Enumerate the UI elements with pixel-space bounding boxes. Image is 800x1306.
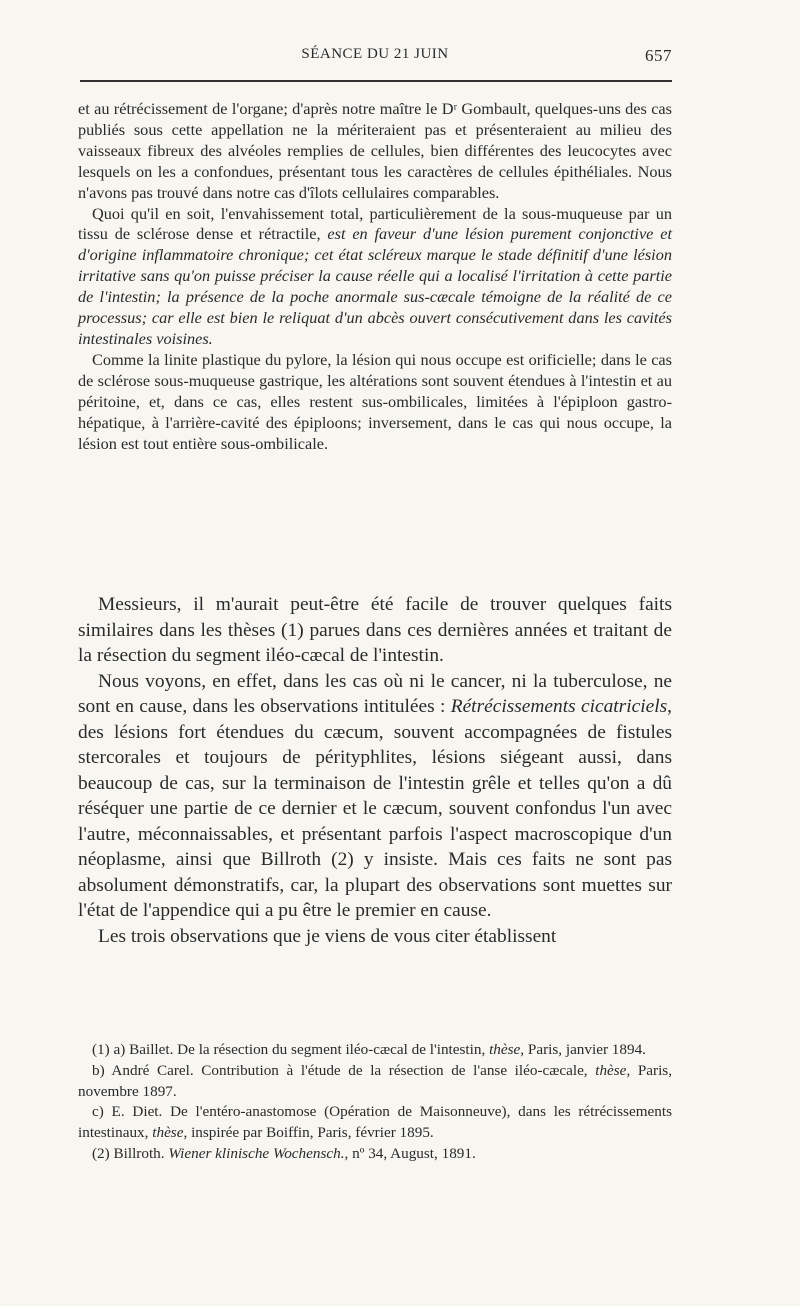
footnote-text: c) E. Diet. De l'entéro-anastomose (Opération de Maisonneuve), dans les rétrécissements intestinaux, xyxy=(78,1103,672,1142)
footnote-italic: thèse xyxy=(489,1041,521,1058)
header-rule xyxy=(80,80,672,82)
footnote-text: (1) a) Baillet. De la résection du segment iléo-cæcal de l'intestin, xyxy=(92,1041,490,1058)
paragraph xyxy=(78,204,672,350)
footnote xyxy=(78,1144,672,1165)
paragraph: Messieurs, il m'aurait peut-être été facile de trouver quelques faits similaires dans les thèses (1) parues dans ces dernières années et traitant de la résection du segment iléo-cæcal de l'intestin. xyxy=(78,594,672,666)
footnote-text: , Paris, novembre 1897. xyxy=(78,1061,673,1100)
paragraph-text: , des lésions fort étendues du cæcum, souvent accompagnées de fistules stercorales et toujours de pérityphlites, lésions siégeant aussi, dans beaucoup de cas, sur la terminaison de l'intestin grêle et telles qu'on a dû réséquer une partie de ce dernier et le cæcum, souvent confondus l'un avec l'autre, méconnaissables, et présentant parfois l'aspect macroscopique d'un néoplasme, ainsi que Billroth (2) y insiste. Mais ces faits ne sont pas absolument démonstratifs, car, la plupart des observations sont muettes sur l'état de l'appendice qui a pu être le premier en cause. xyxy=(78,696,672,921)
paragraph-text: Nous voyons, en effet, dans les cas où ni le cancer, ni la tuberculose, ne sont en cause, dans les observations intitulées : xyxy=(78,670,672,717)
footnote-text: , inspirée par Boiffin, Paris, février 1895. xyxy=(183,1124,434,1142)
paragraph-italic-text: est en faveur d'une lésion purement conjonctive et d'origine inflammatoire chronique; cet état scléreux marque le stade définitif d'une lésion irritative sans qu'on puisse préciser la cause réelle qui a localisé l'irritation à cette partie de l'intestin; la présence de la poche anormale sus-cæcale témoigne de la réalité de ce processus; car elle est bien le reliquat d'un abcès ouvert consécutivement dans les cavités intestinales voisines. xyxy=(78,224,672,348)
paragraph: Les trois observations que je viens de vous citer établissent xyxy=(98,925,557,947)
footnote-italic: thèse xyxy=(595,1061,627,1079)
footnote-italic: Wiener klinische Wochensch. xyxy=(168,1144,345,1162)
footnote-text: , nº 34, August, 1891. xyxy=(344,1144,476,1162)
footnote xyxy=(78,1061,672,1103)
footnotes xyxy=(78,1040,672,1165)
footnote-text: b) André Carel. Contribution à l'étude de la résection de l'anse iléo-cæcale, xyxy=(92,1061,596,1079)
running-title: SÉANCE DU 21 JUIN xyxy=(301,46,449,62)
footnote xyxy=(78,1102,672,1144)
paragraph-text: Quoi qu'il en soit, l'envahissement total, particulièrement de la sous-muqueuse par un tissu de sclérose dense et rétractile, xyxy=(78,203,672,244)
main-text-section xyxy=(78,592,672,949)
running-header xyxy=(78,46,672,66)
footnote-italic: thèse xyxy=(152,1124,184,1142)
paragraph xyxy=(78,669,672,924)
footnote-text: (2) Billroth. xyxy=(92,1144,169,1162)
paragraph-italic-text: Rétrécissements cicatriciels xyxy=(450,696,668,717)
footnote-text: , Paris, janvier 1894. xyxy=(520,1041,646,1058)
footnote xyxy=(78,1040,672,1061)
paragraph: et au rétrécissement de l'organe; d'après notre maître le Dʳ Gombault, quelques-uns des cas publiés sous cette appellation ne la mériteraient pas et présenteraient au milieu des vaisseaux fibreux des alvéoles remplies de cellules, bien différentes des leucocytes avec lesquels on les a confondues, présentant tous les caractères de cellules épithéliales. Nous n'avons pas trouvé dans notre cas d'îlots cellulaires comparables. xyxy=(78,99,672,202)
page-number: 657 xyxy=(645,46,672,65)
paragraph: Comme la linite plastique du pylore, la lésion qui nous occupe est orificielle; dans le cas de sclérose sous-muqueuse gastrique, les altérations sont souvent étendues à l'intestin et au péritoine, et, dans ce cas, elles restent sus-ombilicales, limitées à l'épiploon gastro-hépatique, à l'arrière-cavité des épiploons; inversement, dans le cas qui nous occupe, la lésion est tout entière sous-ombilicale. xyxy=(78,349,672,453)
small-print-section xyxy=(78,99,672,454)
